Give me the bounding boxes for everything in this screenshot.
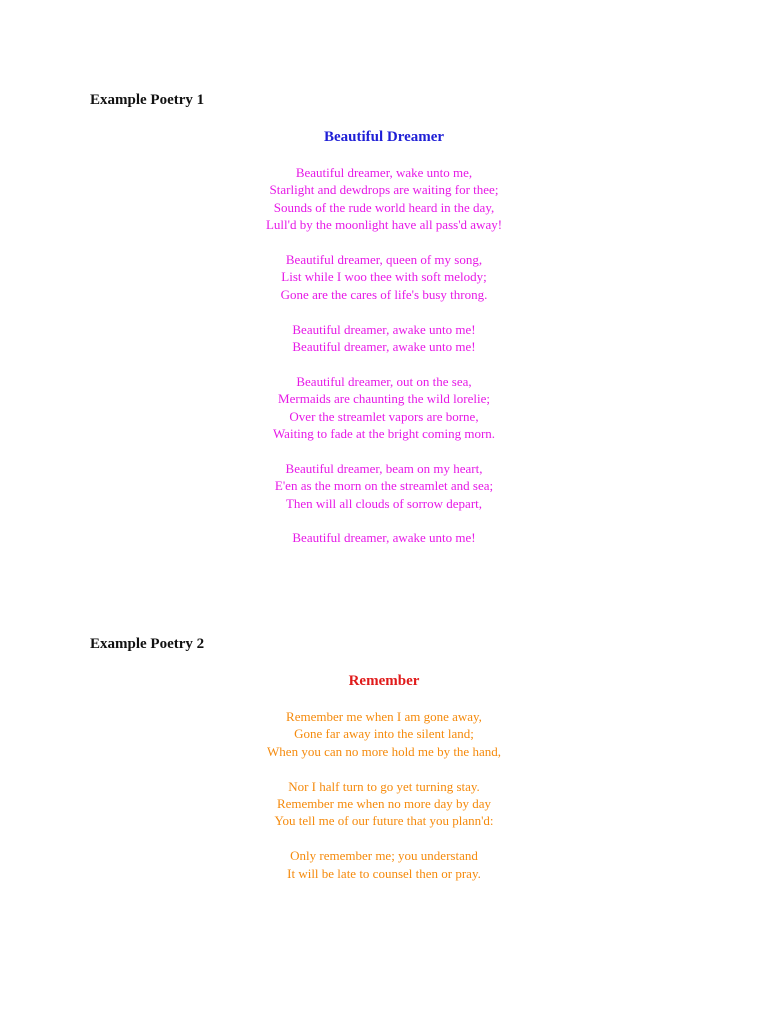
stanza [0, 164, 768, 234]
poem-line: Sounds of the rude world heard in the day, [273, 199, 495, 215]
stanza [0, 708, 768, 760]
poem-line: Mermaids are chaunting the wild lorelie; [278, 391, 490, 407]
poem-line: Starlight and dewdrops are waiting for thee; [269, 182, 499, 198]
poem-line: When you can no more hold me by the hand, [267, 743, 501, 759]
poem-title: Remember [348, 673, 420, 689]
section-heading-1: Example Poetry 1 [90, 92, 205, 108]
poem-line: You tell me of our future that you plann'd: [274, 813, 494, 829]
stanza [0, 529, 768, 546]
poem-line: E'en as the morn on the streamlet and sea; [274, 478, 494, 494]
poem-title: Beautiful Dreamer [323, 129, 445, 145]
stanza [0, 373, 768, 443]
stanza [0, 778, 768, 830]
stanza [0, 460, 768, 512]
poem-remember [0, 672, 768, 882]
stanza [0, 321, 768, 356]
poem-beautiful-dreamer [0, 128, 768, 547]
poem-line: Remember me when no more day by day [276, 796, 492, 812]
stanza [0, 251, 768, 303]
poem-line: Beautiful dreamer, awake unto me! [292, 339, 476, 355]
poem-line: It will be late to counsel then or pray. [287, 865, 481, 881]
stanza [0, 847, 768, 882]
poem-line: Beautiful dreamer, beam on my heart, [285, 460, 483, 476]
poem-line: Beautiful dreamer, awake unto me! [292, 530, 476, 546]
poem-line: Lull'd by the moonlight have all pass'd away! [265, 217, 503, 233]
poem-line: Waiting to fade at the bright coming morn. [272, 426, 496, 442]
poem-line: Beautiful dreamer, awake unto me! [292, 321, 476, 337]
poem-line: Only remember me; you understand [290, 848, 478, 864]
poem-line: Beautiful dreamer, queen of my song, [285, 252, 483, 268]
poem-line: Over the streamlet vapors are borne, [289, 408, 479, 424]
poem-line: Gone far away into the silent land; [294, 726, 474, 742]
poem-line: Beautiful dreamer, out on the sea, [296, 373, 472, 389]
poem-line: Beautiful dreamer, wake unto me, [295, 165, 473, 180]
poem-line: Then will all clouds of sorrow depart, [285, 495, 483, 511]
poem-line: Remember me when I am gone away, [286, 709, 482, 724]
poem-line: Nor I half turn to go yet turning stay. [288, 778, 480, 794]
section-heading-2: Example Poetry 2 [90, 636, 205, 652]
poem-line: Gone are the cares of life's busy throng. [280, 286, 488, 302]
poem-line: List while I woo thee with soft melody; [281, 269, 487, 285]
